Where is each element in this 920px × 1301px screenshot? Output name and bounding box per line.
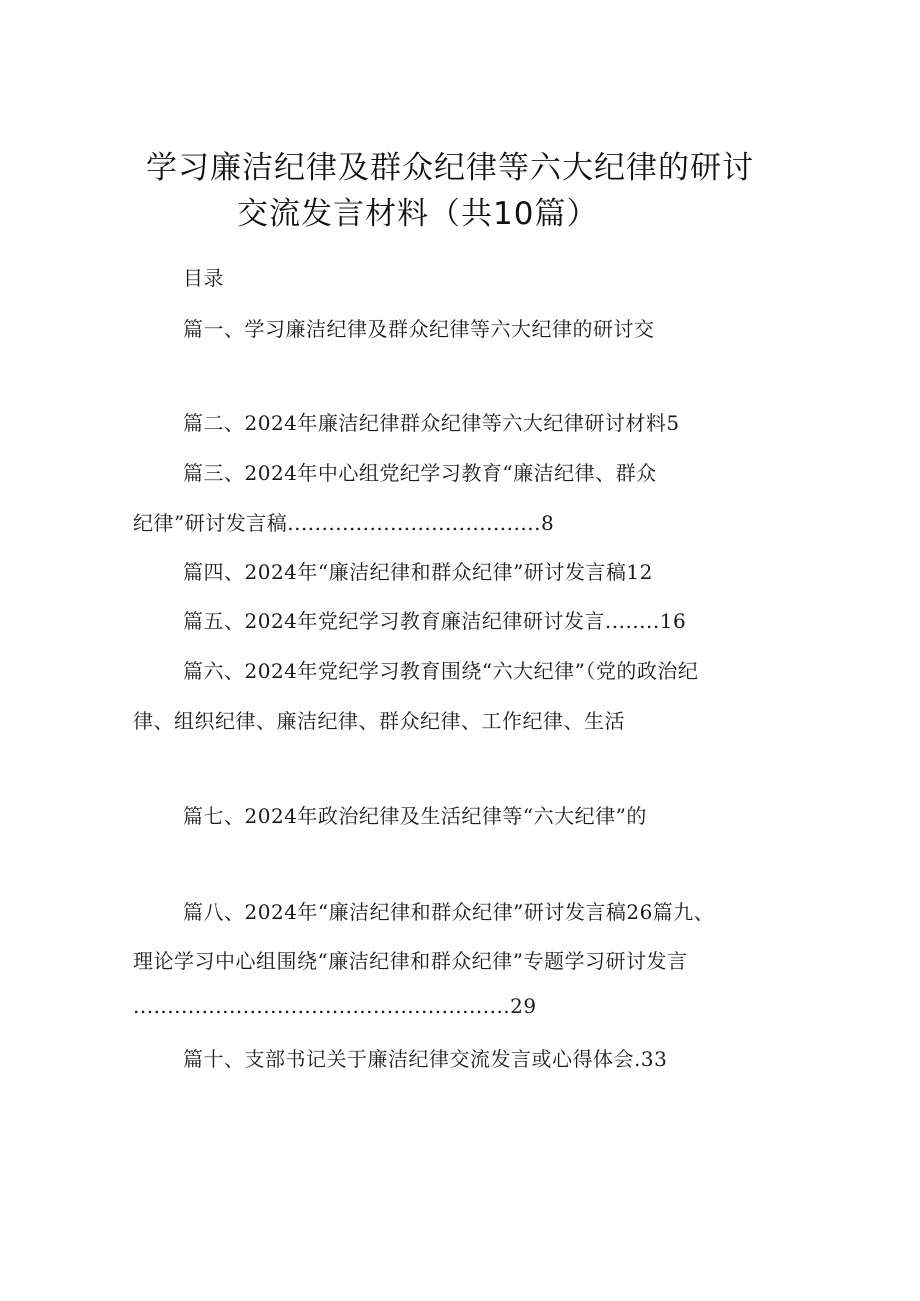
toc-entry-4[interactable]: 篇四、2024年“廉洁纪律和群众纪律”研讨发言稿12 — [183, 560, 653, 584]
toc-entry-8[interactable]: 篇八、2024年“廉洁纪律和群众纪律”研讨发言稿26篇九、 — [183, 900, 715, 924]
toc-entry-9-line-2[interactable]: .......................................................29 — [133, 994, 537, 1018]
toc-entry-10[interactable]: 篇十、支部书记关于廉洁纪律交流发言或心得体会.33 — [183, 1047, 668, 1071]
toc-entry-3-line-1[interactable]: 篇三、2024年中心组党纪学习教育“廉洁纪律、群众 — [183, 461, 657, 485]
toc-heading: 目录 — [183, 266, 224, 290]
toc-entry-1[interactable]: 篇一、学习廉洁纪律及群众纪律等六大纪律的研讨交 — [183, 317, 655, 341]
document-title-line-1: 学习廉洁纪律及群众纪律等六大纪律的研讨 — [146, 150, 754, 186]
toc-entry-3-line-2[interactable]: 纪律”研讨发言稿.....................................8 — [133, 511, 555, 535]
toc-entry-6-line-2[interactable]: 律、组织纪律、廉洁纪律、群众纪律、工作纪律、生活 — [133, 709, 625, 733]
toc-entry-2[interactable]: 篇二、2024年廉洁纪律群众纪律等六大纪律研讨材料5 — [183, 411, 680, 435]
toc-entry-6-line-1[interactable]: 篇六、2024年党纪学习教育围绕“六大纪律”（党的政治纪 — [183, 659, 699, 683]
toc-entry-9-line-1[interactable]: 理论学习中心组围绕“廉洁纪律和群众纪律”专题学习研讨发言 — [133, 949, 688, 973]
document-title-line-2: 交流发言材料（共10篇） — [237, 196, 599, 232]
toc-entry-5[interactable]: 篇五、2024年党纪学习教育廉洁纪律研讨发言........16 — [183, 609, 687, 633]
toc-entry-7[interactable]: 篇七、2024年政治纪律及生活纪律等“六大纪律”的 — [183, 804, 647, 828]
